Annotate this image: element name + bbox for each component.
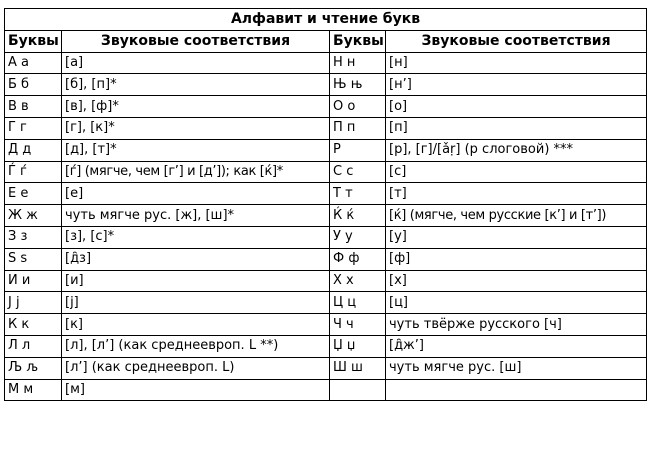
letter-cell: Д д (5, 139, 62, 161)
alphabet-table (4, 8, 647, 401)
table-row (5, 335, 647, 357)
letter-cell: Н н (330, 52, 386, 74)
letter-cell: Х х (330, 270, 386, 292)
letter-cell (330, 379, 386, 401)
letter-cell: Ц ц (330, 292, 386, 314)
letter-cell: Ш ш (330, 357, 386, 379)
letter-cell: Т т (330, 183, 386, 205)
letter-cell: Ч ч (330, 314, 386, 336)
header-row (5, 30, 647, 52)
letter-cell: Ф ф (330, 248, 386, 270)
sound-cell: [н’] (386, 74, 647, 96)
title-row (5, 9, 647, 31)
letter-cell: У у (330, 226, 386, 248)
sound-cell: [д], [т]* (62, 139, 330, 161)
sound-cell: чуть мягче рус. [ш] (386, 357, 647, 379)
sound-cell: [н] (386, 52, 647, 74)
table-row (5, 96, 647, 118)
letter-cell: В в (5, 96, 62, 118)
sound-cell: [к] (62, 314, 330, 336)
sound-cell: [е] (62, 183, 330, 205)
table-row (5, 139, 647, 161)
letter-cell: Ѓ ѓ (5, 161, 62, 183)
header-sounds-right: Звуковые соответствия (386, 30, 647, 52)
sound-cell: [с] (386, 161, 647, 183)
sound-cell: [и] (62, 270, 330, 292)
table-row (5, 379, 647, 401)
letter-cell: Е е (5, 183, 62, 205)
table-row (5, 74, 647, 96)
letter-cell: Џ џ (330, 335, 386, 357)
sound-cell: чуть мягче рус. [ж], [ш]* (62, 205, 330, 227)
letter-cell: Љ љ (5, 357, 62, 379)
letter-cell: Ѕ ѕ (5, 248, 62, 270)
header-letters-left: Буквы (5, 30, 62, 52)
table-row (5, 292, 647, 314)
sound-cell: [ц] (386, 292, 647, 314)
sound-cell: [г], [к]* (62, 117, 330, 139)
letter-cell: Ж ж (5, 205, 62, 227)
sound-cell: [м] (62, 379, 330, 401)
letter-cell: Р (330, 139, 386, 161)
sound-cell: [ѓ] (мягче, чем [г’] и [д’]); как [ќ]* (62, 161, 330, 183)
sound-cell (386, 379, 647, 401)
table-row (5, 226, 647, 248)
letter-cell: С с (330, 161, 386, 183)
table-row (5, 314, 647, 336)
table-row (5, 357, 647, 379)
letter-cell: Ј ј (5, 292, 62, 314)
sound-cell: [д̑ж’] (386, 335, 647, 357)
sound-cell: чуть твёрже русского [ч] (386, 314, 647, 336)
table-row (5, 248, 647, 270)
letter-cell: М м (5, 379, 62, 401)
header-letters-right: Буквы (330, 30, 386, 52)
letter-cell: Л л (5, 335, 62, 357)
sound-cell: [о] (386, 96, 647, 118)
letter-cell: Г г (5, 117, 62, 139)
letter-cell: П п (330, 117, 386, 139)
sound-cell: [р], [г]/[ǎṛ] (р слоговой) *** (386, 139, 647, 161)
table-row (5, 270, 647, 292)
letter-cell: Б б (5, 74, 62, 96)
sound-cell: [з], [с]* (62, 226, 330, 248)
sound-cell: [ф] (386, 248, 647, 270)
table-row (5, 205, 647, 227)
table-row (5, 183, 647, 205)
sound-cell: [п] (386, 117, 647, 139)
letter-cell: И и (5, 270, 62, 292)
header-sounds-left: Звуковые соответствия (62, 30, 330, 52)
letter-cell: Ќ ќ (330, 205, 386, 227)
letter-cell: К к (5, 314, 62, 336)
sound-cell: [j] (62, 292, 330, 314)
letter-cell: А а (5, 52, 62, 74)
table-row (5, 52, 647, 74)
table-row (5, 117, 647, 139)
sound-cell: [т] (386, 183, 647, 205)
table-row (5, 161, 647, 183)
sound-cell: [а] (62, 52, 330, 74)
sound-cell: [д̑з] (62, 248, 330, 270)
letter-cell: З з (5, 226, 62, 248)
sound-cell: [ќ] (мягче, чем русские [к’] и [т’]) (386, 205, 647, 227)
sound-cell: [б], [п]* (62, 74, 330, 96)
letter-cell: Њ њ (330, 74, 386, 96)
table-title: Алфавит и чтение букв (5, 9, 647, 31)
sound-cell: [х] (386, 270, 647, 292)
sound-cell: [в], [ф]* (62, 96, 330, 118)
letter-cell: О о (330, 96, 386, 118)
sound-cell: [у] (386, 226, 647, 248)
sound-cell: [л], [л’] (как среднеевроп. L **) (62, 335, 330, 357)
sound-cell: [л’] (как среднеевроп. L) (62, 357, 330, 379)
